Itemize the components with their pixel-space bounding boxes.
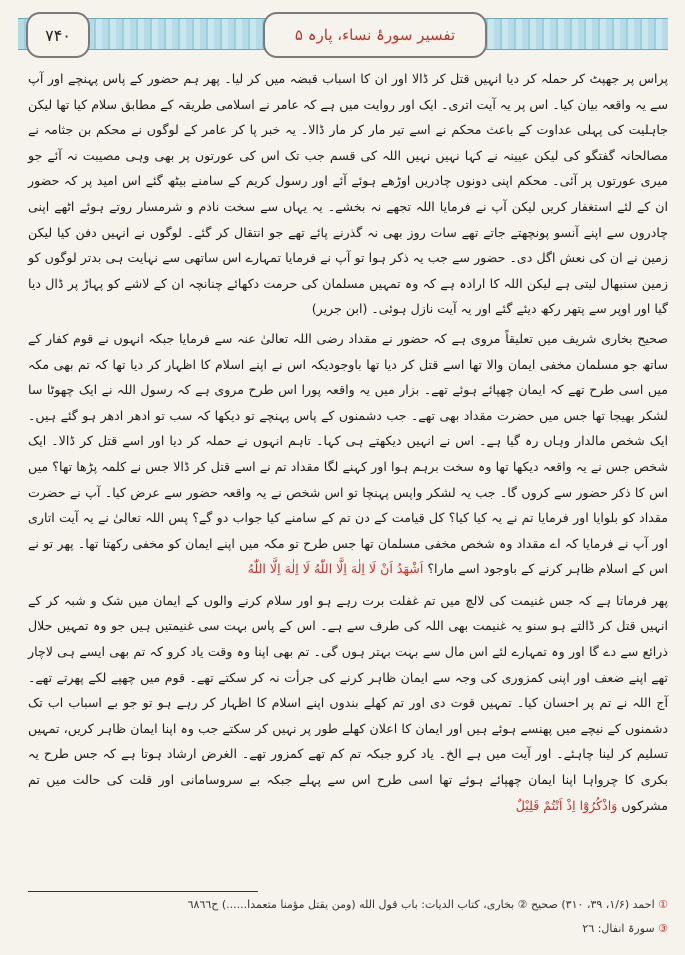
footnote-3-marker: ③ [658, 922, 668, 935]
page-title: تفسیر سورۂ نساء، پارہ ۵ [263, 12, 487, 58]
page [10, 8, 675, 948]
footnote-1-text: احمد (۱/۶، ۳۹، ۳۱۰) صحیح ② بخاری، کتاب الدیات: باب قول الله (ومن يقتل مؤمنا متعمدا......) ح٦٨٦٦ [187, 898, 655, 911]
footnote-divider [28, 891, 258, 892]
shahada-quote: اَشْهَدُ اَنْ لَا اِلٰهَ اِلَّا اللّٰهُ [313, 561, 424, 577]
footnote-3 [28, 922, 668, 935]
paragraph-2 [28, 326, 668, 582]
footnote-1 [28, 898, 668, 911]
verse-quote: وَاذْكُرُوْٓا اِذْ اَنْتُمْ قَلِيْلٌ [515, 797, 618, 813]
kalima-quote: لَا اِلٰهَ اِلَّا اللّٰهُ [247, 561, 310, 577]
body-text [28, 66, 668, 824]
footnote-1-marker: ① [658, 898, 668, 911]
paragraph-1: پراس پر جھپٹ کر حملہ کر دیا انہیں قتل کر ڈالا اور ان کا اسباب قبضہ میں کر لیا۔ پھر ہم حضور کے پاس پہنچے اور آپ سے یہ واقعہ بیان کیا۔ اس پر یہ آیت اتری۔ ایک اور روایت میں ہے کہ عامر نے اسلامی طریقہ کے مطابق سلام کیا تھا لیکن جاہلیت کی پہلی عداوت کے باعث محکم نے اسے تیر مار کر مار ڈالا۔ یہ خبر پا کر عامر کے لوگوں نے محکم بن جثامہ نے مصالحانہ گفتگو کی لیکن عیینہ نے کہا نہیں نہیں اللہ کی قسم جب تک اس کی عورتوں پر بھی وہی مصیبت نہ آئے جو میری عورتوں پر آئی۔ محکم اپنی دونوں چادریں اوڑھے ہوئے آئے اور رسول کریم کے سامنے بیٹھ گئے اس امید پر کہ حضور ان کے لئے استغفار کریں لیکن آپ نے فرمایا اللہ تجھے نہ بخشے۔ یہ یہاں سے سخت نادم و شرمسار روتے ہوئے اٹھے اپنی چادروں سے اپنے آنسو پونچھتے جاتے تھے سات روز بھی نہ گذرنے پائے تھے جو انتقال کر گئے۔ لوگوں نے انہیں دفن کیا لیکن زمین نے ان کی نعش اگل دی۔ حضور سے جب یہ ذکر ہوا تو آپ نے فرمایا تمہارے اس ساتھی سے نہایت ہی بدتر لوگوں کو زمین سنبھال لیتی ہے لیکن اللہ کا ارادہ ہے کہ وہ تمہیں مسلمان کی حرمت دکھائے چنانچہ ان کے لاشے کو پہاڑ پر ڈال دیا گیا اور اوپر سے پتھر رکھ دیئے گئے اور یہ آیت نازل ہوئی۔ (ابن جریر) [28, 71, 668, 317]
page-header [18, 12, 668, 54]
paragraph-3-text: پھر فرماتا ہے کہ جس غنیمت کی لالچ میں تم غفلت برت رہے ہو اور سلام کرنے والوں کے ایمان میں شک و شبہ کر کے انہیں قتل کر ڈالتے ہو سنو یہ غنیمت بھی اللہ کی طرف سے ہے۔ اس کے پاس بہت سی غنیمتیں ہیں جو وہ تمہیں حلال ذرائع سے دے گا اور وہ تمہارے لئے اس مال سے بہت بہتر ہوں گی۔ تم بھی اپنا وہ وقت یاد کرو کہ تم بھی ایسے ہی لاچار تھے اپنے ضعف اور اپنی کمزوری کی وجہ سے ایمان ظاہر کرنے کی جرأت نہ کر سکتے تھے۔ قوم میں چھپے لکے پھرتے تھے۔ آج اللہ نے تم پر احسان کیا۔ تمہیں قوت دی اور تم کھلے بندوں اپنے اسلام کا اظہار کر رہے ہو تو جو بے اسباب اب تک دشمنوں کے نیچے میں پھنسے ہوئے ہیں اور ایمان کا اعلان کھلے طور پر نہیں کر سکتے جب وہ اپنا ایمان ظاہر کریں، تمہیں تسلیم کر لینا چاہئے۔ اور آیت میں ہے الخ۔ یاد کرو جبکہ تم کم تھے کمزور تھے۔ الغرض ارشاد ہوتا ہے کہ جس طرح یہ بکری کا چرواہا اپنا ایمان چھپائے ہوئے تھا اسی طرح اس سے پہلے جبکہ بے سروسامانی اور قلت کی حالت میں تم مشرکوں [28, 592, 668, 813]
page-number: ۷۴۰ [26, 12, 90, 58]
paragraph-3 [28, 588, 668, 818]
footnote-3-text: سورۃ انفال: ۲٦ [582, 922, 655, 935]
paragraph-2-text: صحیح بخاری شریف میں تعلیقاً مروی ہے کہ حضور نے مقداد رضی اللہ تعالیٰ عنہ سے فرمایا جبکہ انہوں نے قوم کفار کے ساتھ جو مسلمان مخفی ایمان والا تھا اسے قتل کر دیا تھا باوجودیکہ اس نے اپنے اسلام کا اظہار کر دیا تھا کہ تم بھی مکہ میں اسی طرح تھے کہ ایمان چھپائے ہوئے تھے۔ بزار میں یہ واقعہ پورا اس طرح مروی ہے کہ رسول اللہ نے ایک چھوٹا سا لشکر بھیجا تھا جس میں حضرت مقداد بھی تھے۔ جب دشمنوں کے پاس پہنچے تو دیکھا کہ سب تو ادھر ادھر ہو گئے ہیں۔ ایک شخص مالدار وہاں رہ گیا ہے۔ اس نے انہیں دیکھتے ہی کہا۔ تاہم انہوں نے حملہ کر دیا اور اسے قتل کر ڈالا۔ ایک شخص جس نے یہ واقعہ دیکھا تھا وہ سخت برہم ہوا اور کہنے لگا مقداد تم نے اسے قتل کر ڈالا جس نے کلمہ پڑھا تھا؟ میں اس کا ذکر حضور سے کروں گا۔ جب یہ لشکر واپس پہنچا تو اس شخص نے یہ واقعہ حضور سے عرض کیا۔ آپ نے حضرت مقداد کو بلوایا اور فرمایا تم نے یہ کیا کیا؟ کل قیامت کے دن تم کے سامنے کیا جواب دو گے؟ پس اللہ تعالیٰ نے یہ آیت اتاری اور آپ نے فرمایا کہ اے مقداد وہ شخص مخفی مسلمان تھا جس طرح تو مکہ میں اپنے ایمان کو مخفی رکھتا تھا۔ پھر تو نے اس کے اسلام ظاہر کرنے کے باوجود اسے مارا؟ [28, 330, 668, 577]
